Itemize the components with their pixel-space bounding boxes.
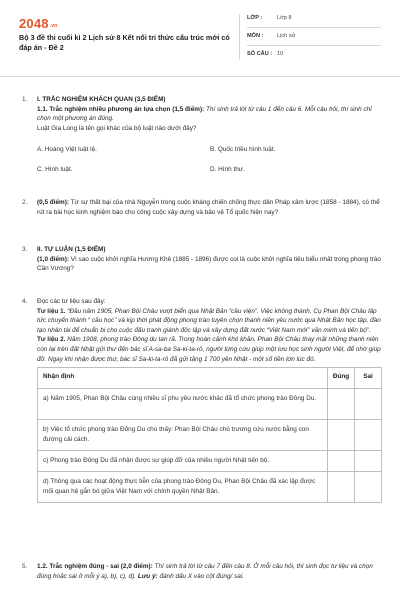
question-1 [22,95,384,175]
question-number: 2. [22,199,28,206]
question-number: 3. [22,246,28,253]
logo-text: 2048 [19,16,49,31]
question-2 [22,198,384,217]
question-number: 5. [22,563,28,570]
document-header [19,10,381,62]
statement-cell: d) Thông qua các hoạt động thực tiễn của phong trào Đông Du, Phan Bội Châu đã xác lập được mối quan hệ gắn bó giữa Việt Nam với chính quyền Nhật Bản. [38,472,328,503]
meta-label: LỚP : [247,15,263,22]
table-row [38,451,382,472]
meta-row-class [247,10,381,28]
option-b[interactable]: B. Quốc triều hình luật. [210,146,276,154]
source-document-2: Tư liệu 2. Năm 1908, phong trào Đông du tan rã. Trong hoàn cảnh khó khăn, Phan Bội Châu thay mặt những thanh niên còn lại trên đất Nhật gửi thư đến bác sĩ A-sa-ba Sa-ki-ta-rô, người từng cứu giúp một lưu học sinh người Việt, để nhờ giúp đỡ. Ngay khi nhận được thư, bác sĩ Sa-ki-ta-rô đã gửi tặng 1 700 yên Nhật - một số tiền lớn lúc đó. [37,336,381,363]
false-checkbox-cell[interactable] [355,451,382,472]
meta-label: MÔN : [247,33,264,40]
question-4 [22,297,384,503]
question-text: (0,5 điểm): Từ sự thất bại của nhà Nguyễn trong cuộc kháng chiến chống thực dân Pháp xâm lược (1858 - 1884), có thể rút ra bài học kinh nghiệm bào cho công cuộc xây dựng và bảo vệ Tổ quốc hiện nay? [37,199,380,216]
table-row [38,420,382,451]
question-text: Luật Gia Long là tên gọi khác của bộ luật nào dưới đây? [37,124,197,132]
meta-row-count [247,46,381,63]
meta-label: SỐ CÂU : [247,51,273,58]
question-number: 4. [22,298,28,305]
meta-value: Lớp 8 [277,15,292,22]
section-heading: I. TRẮC NGHIỆM KHÁCH QUAN (3,5 ĐIỂM) [37,96,166,103]
source-document-1: Tư liệu 1. “Đầu năm 1905, Phan Bội Châu vượt biển qua Nhật Bản “cầu viện”. Việc không thành, Cụ Phan Bội Châu lập tức chuyển thành “ cầu học” và kịp thời phát động phong trào tuyên chọn thanh niên yêu nước qua Nhật Bản học tập, đào tạo nhân tài để chuẩn bị cho cuộc đấu tranh giành độc lập và xây dựng đất nước “Việt Nam mới” văn minh và tiến bộ”. [37,307,381,334]
table-row [38,389,382,420]
table-header-row [38,368,382,389]
table-row [38,472,382,503]
false-checkbox-cell[interactable] [355,389,382,420]
section-heading: II. TỰ LUẬN (1,5 ĐIỂM) [37,246,106,253]
statement-cell: c) Phong trào Đông Du đã nhận được sự giúp đỡ của nhiều người Nhật tiến bộ. [38,451,328,472]
question-text: (1,0 điểm): Vì sao cuộc khởi nghĩa Hương Khê (1885 - 1896) được coi là cuộc khởi nghĩa tiêu biểu nhất trong phong trào Cần Vương? [37,255,381,273]
question-number: 1. [22,96,28,103]
question-intro: Đọc các tư liệu sau đây: [37,298,106,305]
statement-cell: a) Năm 1905, Phan Bội Châu cùng nhiều sĩ phu yêu nước khác đã tổ chức phong trào Đông Du. [38,389,328,420]
site-logo[interactable] [19,14,58,34]
option-a[interactable]: A. Hoàng Việt luật lệ. [37,146,97,154]
false-checkbox-cell[interactable] [355,420,382,451]
false-checkbox-cell[interactable] [355,472,382,503]
true-checkbox-cell[interactable] [328,420,355,451]
logo-suffix: .vn [49,23,58,29]
question-5 [22,562,384,581]
header-rule [0,76,400,77]
true-checkbox-cell[interactable] [328,389,355,420]
true-false-table [37,367,382,503]
column-header-false: Sai [355,368,382,389]
column-header-true: Đúng [328,368,355,389]
answer-options [37,145,384,174]
column-header-statement: Nhận định [38,368,328,389]
document-meta [247,10,381,63]
question-3 [22,245,384,274]
true-checkbox-cell[interactable] [328,472,355,503]
meta-row-subject [247,28,381,46]
meta-value: 10 [277,51,284,58]
document-title: Bộ 3 đề thi cuối kì 2 Lịch sử 8 Kết nối tri thức cấu trúc mới có đáp án - Đề 2 [19,33,230,53]
option-c[interactable]: C. Hình luật. [37,166,73,174]
option-d[interactable]: D. Hình thư. [210,166,245,174]
true-checkbox-cell[interactable] [328,451,355,472]
header-divider [239,14,240,60]
question-instruction: 1.1. Trắc nghiệm nhiều phương án lựa chọn (1,5 điểm): Thí sinh trả lời từ câu 1 đến câu 6. Mỗi câu hỏi, thí sinh chỉ chọn một phương án đúng. [37,105,372,123]
statement-cell: b) Việc tổ chức phong trào Đông Du cho thấy: Phan Bội Châu chủ trương cứu nước bằng con đường cải cách. [38,420,328,451]
meta-value: Lịch sử [277,33,296,40]
question-instruction: 1.2. Trắc nghiệm đúng - sai (2,0 điểm): Thí sinh trả lời từ câu 7 đến câu 8. Ở mỗi câu hỏi, thí sinh đọc tư liệu và chọn đúng hoặc sai ở mỗi ý a), b), c), d). Lưu ý: đánh dấu X vào cột đúng/ sai. [37,563,373,580]
